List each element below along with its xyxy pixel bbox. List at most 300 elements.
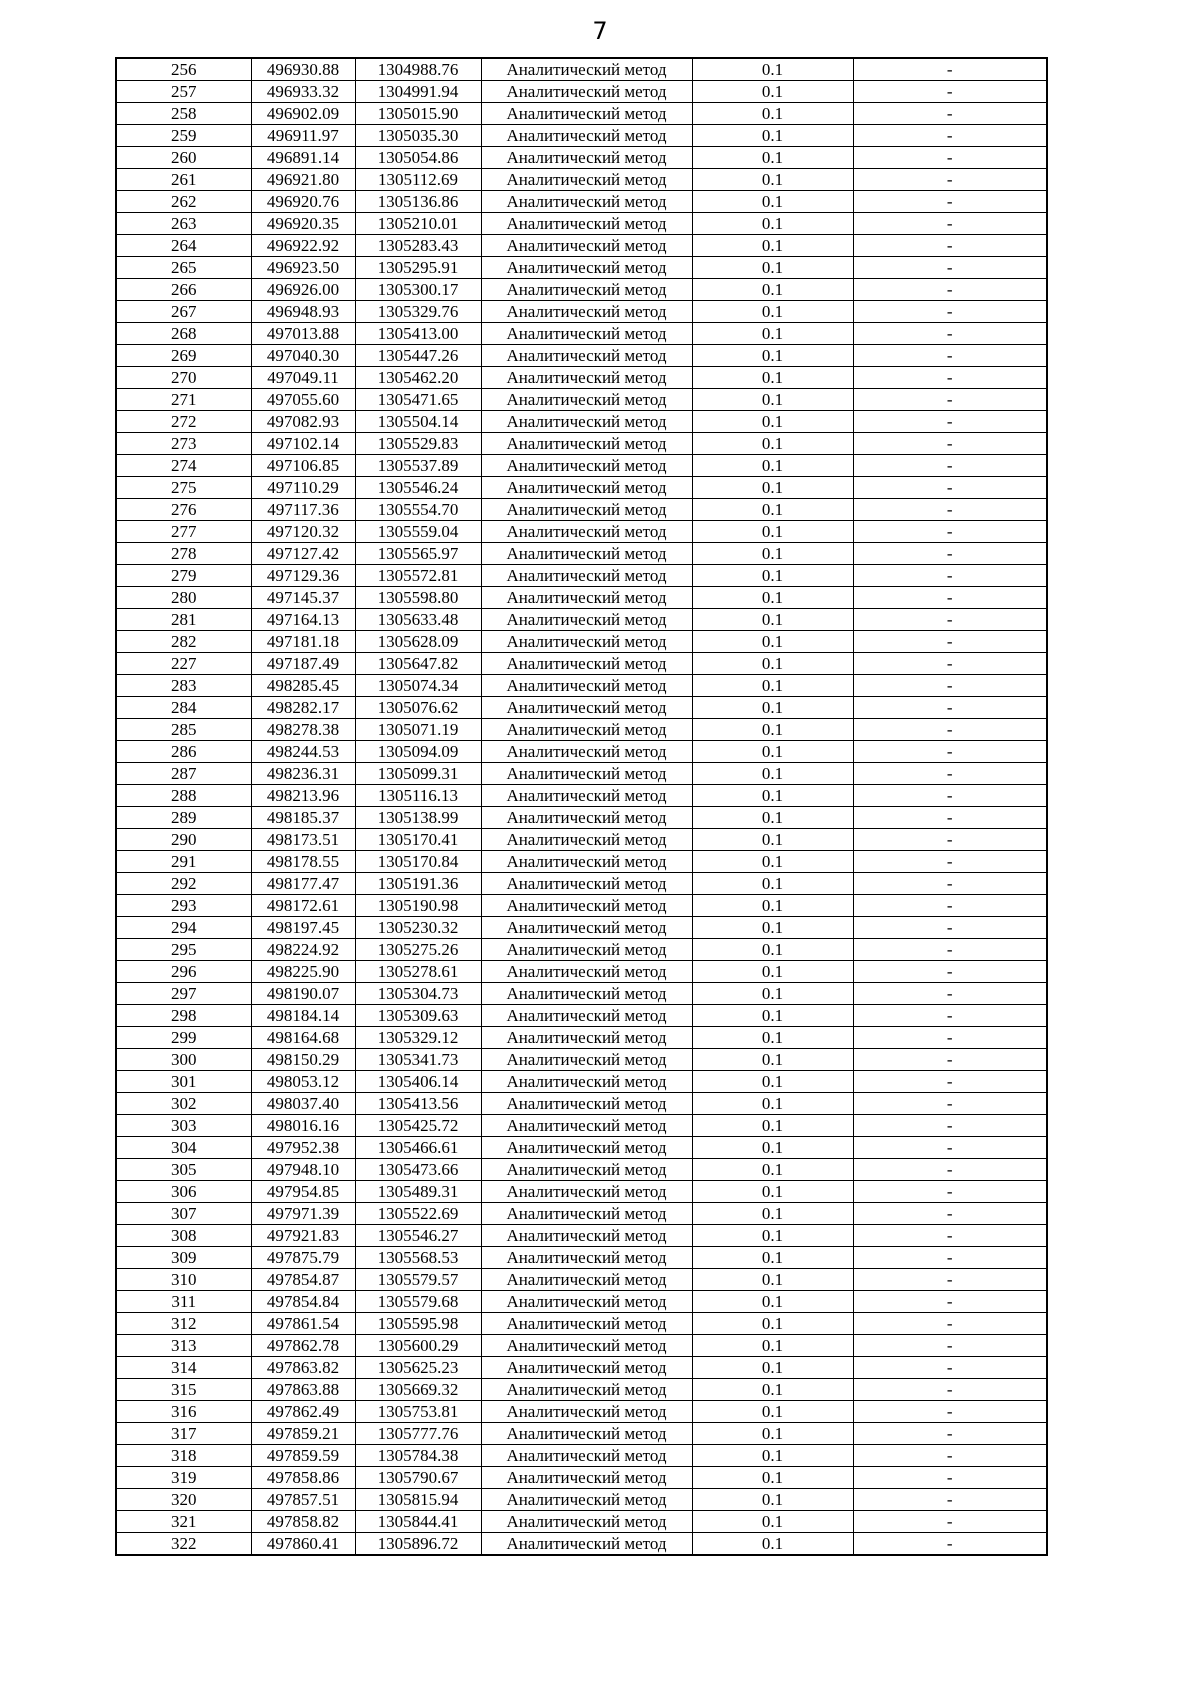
table-row [116,191,1047,213]
y-coordinate-cell: 1305529.83 [355,433,481,455]
method-cell: Аналитический метод [481,1379,692,1401]
y-coordinate-cell: 1304988.76 [355,58,481,81]
method-cell: Аналитический метод [481,433,692,455]
x-coordinate-cell: 498173.51 [251,829,355,851]
table-row [116,917,1047,939]
accuracy-cell: 0.1 [692,895,853,917]
note-cell: - [853,1489,1047,1511]
point-number-cell: 297 [116,983,251,1005]
accuracy-cell: 0.1 [692,169,853,191]
x-coordinate-cell: 498236.31 [251,763,355,785]
x-coordinate-cell: 498278.38 [251,719,355,741]
x-coordinate-cell: 498177.47 [251,873,355,895]
note-cell: - [853,367,1047,389]
method-cell: Аналитический метод [481,1247,692,1269]
x-coordinate-cell: 497875.79 [251,1247,355,1269]
y-coordinate-cell: 1305099.31 [355,763,481,785]
note-cell: - [853,235,1047,257]
point-number-cell: 299 [116,1027,251,1049]
accuracy-cell: 0.1 [692,1049,853,1071]
y-coordinate-cell: 1305230.32 [355,917,481,939]
page-number: 7 [592,17,608,45]
x-coordinate-cell: 497120.32 [251,521,355,543]
point-number-cell: 317 [116,1423,251,1445]
table-row [116,411,1047,433]
table-row [116,1093,1047,1115]
x-coordinate-cell: 498053.12 [251,1071,355,1093]
y-coordinate-cell: 1305565.97 [355,543,481,565]
x-coordinate-cell: 497082.93 [251,411,355,433]
point-number-cell: 266 [116,279,251,301]
method-cell: Аналитический метод [481,411,692,433]
x-coordinate-cell: 498016.16 [251,1115,355,1137]
y-coordinate-cell: 1305406.14 [355,1071,481,1093]
y-coordinate-cell: 1305669.32 [355,1379,481,1401]
note-cell: - [853,719,1047,741]
table-row [116,675,1047,697]
x-coordinate-cell: 497127.42 [251,543,355,565]
method-cell: Аналитический метод [481,1115,692,1137]
coordinates-table-body [116,58,1047,1555]
table-row [116,895,1047,917]
method-cell: Аналитический метод [481,697,692,719]
note-cell: - [853,565,1047,587]
table-row [116,939,1047,961]
point-number-cell: 265 [116,257,251,279]
y-coordinate-cell: 1305777.76 [355,1423,481,1445]
point-number-cell: 227 [116,653,251,675]
note-cell: - [853,389,1047,411]
point-number-cell: 311 [116,1291,251,1313]
method-cell: Аналитический метод [481,1313,692,1335]
accuracy-cell: 0.1 [692,1225,853,1247]
x-coordinate-cell: 496948.93 [251,301,355,323]
note-cell: - [853,1203,1047,1225]
method-cell: Аналитический метод [481,301,692,323]
point-number-cell: 286 [116,741,251,763]
x-coordinate-cell: 497971.39 [251,1203,355,1225]
x-coordinate-cell: 496930.88 [251,58,355,81]
note-cell: - [853,169,1047,191]
note-cell: - [853,521,1047,543]
note-cell: - [853,631,1047,653]
method-cell: Аналитический метод [481,631,692,653]
method-cell: Аналитический метод [481,499,692,521]
x-coordinate-cell: 497013.88 [251,323,355,345]
y-coordinate-cell: 1304991.94 [355,81,481,103]
y-coordinate-cell: 1305329.76 [355,301,481,323]
table-row [116,213,1047,235]
table-row [116,301,1047,323]
method-cell: Аналитический метод [481,345,692,367]
table-row [116,499,1047,521]
point-number-cell: 290 [116,829,251,851]
x-coordinate-cell: 498225.90 [251,961,355,983]
y-coordinate-cell: 1305598.80 [355,587,481,609]
accuracy-cell: 0.1 [692,609,853,631]
table-row [116,1423,1047,1445]
accuracy-cell: 0.1 [692,58,853,81]
x-coordinate-cell: 497863.82 [251,1357,355,1379]
y-coordinate-cell: 1305595.98 [355,1313,481,1335]
point-number-cell: 262 [116,191,251,213]
note-cell: - [853,499,1047,521]
y-coordinate-cell: 1305329.12 [355,1027,481,1049]
note-cell: - [853,1049,1047,1071]
y-coordinate-cell: 1305136.86 [355,191,481,213]
accuracy-cell: 0.1 [692,1203,853,1225]
table-row [116,1115,1047,1137]
accuracy-cell: 0.1 [692,851,853,873]
y-coordinate-cell: 1305304.73 [355,983,481,1005]
note-cell: - [853,1269,1047,1291]
x-coordinate-cell: 497106.85 [251,455,355,477]
note-cell: - [853,939,1047,961]
accuracy-cell: 0.1 [692,1445,853,1467]
table-row [116,81,1047,103]
method-cell: Аналитический метод [481,147,692,169]
accuracy-cell: 0.1 [692,521,853,543]
point-number-cell: 313 [116,1335,251,1357]
accuracy-cell: 0.1 [692,389,853,411]
note-cell: - [853,587,1047,609]
method-cell: Аналитический метод [481,103,692,125]
y-coordinate-cell: 1305628.09 [355,631,481,653]
y-coordinate-cell: 1305413.56 [355,1093,481,1115]
method-cell: Аналитический метод [481,1467,692,1489]
note-cell: - [853,983,1047,1005]
point-number-cell: 256 [116,58,251,81]
point-number-cell: 292 [116,873,251,895]
y-coordinate-cell: 1305559.04 [355,521,481,543]
x-coordinate-cell: 497948.10 [251,1159,355,1181]
accuracy-cell: 0.1 [692,191,853,213]
table-row [116,103,1047,125]
y-coordinate-cell: 1305191.36 [355,873,481,895]
method-cell: Аналитический метод [481,1203,692,1225]
accuracy-cell: 0.1 [692,1533,853,1556]
y-coordinate-cell: 1305035.30 [355,125,481,147]
table-row [116,763,1047,785]
table-row [116,565,1047,587]
x-coordinate-cell: 498150.29 [251,1049,355,1071]
table-row [116,1181,1047,1203]
point-number-cell: 269 [116,345,251,367]
method-cell: Аналитический метод [481,257,692,279]
point-number-cell: 261 [116,169,251,191]
method-cell: Аналитический метод [481,1511,692,1533]
y-coordinate-cell: 1305341.73 [355,1049,481,1071]
x-coordinate-cell: 497859.59 [251,1445,355,1467]
method-cell: Аналитический метод [481,675,692,697]
accuracy-cell: 0.1 [692,983,853,1005]
table-row [116,829,1047,851]
x-coordinate-cell: 497862.49 [251,1401,355,1423]
accuracy-cell: 0.1 [692,939,853,961]
y-coordinate-cell: 1305572.81 [355,565,481,587]
method-cell: Аналитический метод [481,1225,692,1247]
x-coordinate-cell: 498185.37 [251,807,355,829]
y-coordinate-cell: 1305074.34 [355,675,481,697]
table-row [116,1137,1047,1159]
y-coordinate-cell: 1305896.72 [355,1533,481,1556]
method-cell: Аналитический метод [481,1049,692,1071]
note-cell: - [853,1445,1047,1467]
table-row [116,1379,1047,1401]
method-cell: Аналитический метод [481,323,692,345]
method-cell: Аналитический метод [481,1401,692,1423]
y-coordinate-cell: 1305537.89 [355,455,481,477]
method-cell: Аналитический метод [481,1027,692,1049]
x-coordinate-cell: 497862.78 [251,1335,355,1357]
table-row [116,1203,1047,1225]
point-number-cell: 270 [116,367,251,389]
table-row [116,125,1047,147]
note-cell: - [853,1511,1047,1533]
x-coordinate-cell: 498285.45 [251,675,355,697]
x-coordinate-cell: 498197.45 [251,917,355,939]
y-coordinate-cell: 1305190.98 [355,895,481,917]
x-coordinate-cell: 496923.50 [251,257,355,279]
table-row [116,257,1047,279]
y-coordinate-cell: 1305466.61 [355,1137,481,1159]
point-number-cell: 304 [116,1137,251,1159]
method-cell: Аналитический метод [481,851,692,873]
accuracy-cell: 0.1 [692,719,853,741]
accuracy-cell: 0.1 [692,675,853,697]
method-cell: Аналитический метод [481,741,692,763]
y-coordinate-cell: 1305076.62 [355,697,481,719]
x-coordinate-cell: 497858.86 [251,1467,355,1489]
note-cell: - [853,807,1047,829]
table-row [116,323,1047,345]
x-coordinate-cell: 496922.92 [251,235,355,257]
point-number-cell: 309 [116,1247,251,1269]
x-coordinate-cell: 497040.30 [251,345,355,367]
table-row [116,477,1047,499]
x-coordinate-cell: 498178.55 [251,851,355,873]
y-coordinate-cell: 1305790.67 [355,1467,481,1489]
note-cell: - [853,675,1047,697]
note-cell: - [853,653,1047,675]
note-cell: - [853,697,1047,719]
accuracy-cell: 0.1 [692,785,853,807]
table-row [116,279,1047,301]
table-row [116,697,1047,719]
table-row [116,983,1047,1005]
y-coordinate-cell: 1305625.23 [355,1357,481,1379]
table-row [116,719,1047,741]
point-number-cell: 318 [116,1445,251,1467]
note-cell: - [853,1225,1047,1247]
y-coordinate-cell: 1305094.09 [355,741,481,763]
accuracy-cell: 0.1 [692,741,853,763]
note-cell: - [853,1291,1047,1313]
note-cell: - [853,147,1047,169]
point-number-cell: 302 [116,1093,251,1115]
method-cell: Аналитический метод [481,653,692,675]
accuracy-cell: 0.1 [692,697,853,719]
point-number-cell: 320 [116,1489,251,1511]
method-cell: Аналитический метод [481,1093,692,1115]
method-cell: Аналитический метод [481,983,692,1005]
method-cell: Аналитический метод [481,191,692,213]
point-number-cell: 280 [116,587,251,609]
x-coordinate-cell: 496902.09 [251,103,355,125]
note-cell: - [853,1423,1047,1445]
note-cell: - [853,829,1047,851]
table-row [116,1071,1047,1093]
note-cell: - [853,609,1047,631]
accuracy-cell: 0.1 [692,323,853,345]
x-coordinate-cell: 497857.51 [251,1489,355,1511]
x-coordinate-cell: 498037.40 [251,1093,355,1115]
point-number-cell: 257 [116,81,251,103]
method-cell: Аналитический метод [481,807,692,829]
point-number-cell: 312 [116,1313,251,1335]
y-coordinate-cell: 1305447.26 [355,345,481,367]
x-coordinate-cell: 497164.13 [251,609,355,631]
table-row [116,1269,1047,1291]
table-row [116,1533,1047,1556]
y-coordinate-cell: 1305054.86 [355,147,481,169]
accuracy-cell: 0.1 [692,1401,853,1423]
table-row [116,1467,1047,1489]
accuracy-cell: 0.1 [692,345,853,367]
table-row [116,455,1047,477]
accuracy-cell: 0.1 [692,1247,853,1269]
point-number-cell: 298 [116,1005,251,1027]
coordinates-table [115,57,1048,1556]
accuracy-cell: 0.1 [692,1335,853,1357]
accuracy-cell: 0.1 [692,1005,853,1027]
table-row [116,235,1047,257]
point-number-cell: 277 [116,521,251,543]
method-cell: Аналитический метод [481,169,692,191]
x-coordinate-cell: 496933.32 [251,81,355,103]
y-coordinate-cell: 1305633.48 [355,609,481,631]
y-coordinate-cell: 1305504.14 [355,411,481,433]
x-coordinate-cell: 497187.49 [251,653,355,675]
note-cell: - [853,213,1047,235]
y-coordinate-cell: 1305295.91 [355,257,481,279]
method-cell: Аналитический метод [481,521,692,543]
accuracy-cell: 0.1 [692,1071,853,1093]
y-coordinate-cell: 1305554.70 [355,499,481,521]
y-coordinate-cell: 1305522.69 [355,1203,481,1225]
point-number-cell: 285 [116,719,251,741]
y-coordinate-cell: 1305568.53 [355,1247,481,1269]
accuracy-cell: 0.1 [692,125,853,147]
x-coordinate-cell: 496926.00 [251,279,355,301]
method-cell: Аналитический метод [481,917,692,939]
accuracy-cell: 0.1 [692,279,853,301]
table-row [116,345,1047,367]
accuracy-cell: 0.1 [692,433,853,455]
note-cell: - [853,81,1047,103]
point-number-cell: 322 [116,1533,251,1556]
table-row [116,147,1047,169]
method-cell: Аналитический метод [481,1423,692,1445]
method-cell: Аналитический метод [481,961,692,983]
point-number-cell: 289 [116,807,251,829]
accuracy-cell: 0.1 [692,1115,853,1137]
note-cell: - [853,1027,1047,1049]
accuracy-cell: 0.1 [692,1093,853,1115]
table-row [116,433,1047,455]
table-row [116,1489,1047,1511]
x-coordinate-cell: 497129.36 [251,565,355,587]
point-number-cell: 307 [116,1203,251,1225]
note-cell: - [853,1533,1047,1556]
x-coordinate-cell: 498224.92 [251,939,355,961]
accuracy-cell: 0.1 [692,1159,853,1181]
table-row [116,631,1047,653]
accuracy-cell: 0.1 [692,1379,853,1401]
accuracy-cell: 0.1 [692,565,853,587]
method-cell: Аналитический метод [481,1445,692,1467]
x-coordinate-cell: 497145.37 [251,587,355,609]
note-cell: - [853,851,1047,873]
method-cell: Аналитический метод [481,609,692,631]
x-coordinate-cell: 497055.60 [251,389,355,411]
accuracy-cell: 0.1 [692,257,853,279]
x-coordinate-cell: 497854.84 [251,1291,355,1313]
y-coordinate-cell: 1305471.65 [355,389,481,411]
table-row [116,521,1047,543]
table-row [116,367,1047,389]
point-number-cell: 284 [116,697,251,719]
x-coordinate-cell: 496921.80 [251,169,355,191]
point-number-cell: 295 [116,939,251,961]
accuracy-cell: 0.1 [692,587,853,609]
note-cell: - [853,455,1047,477]
accuracy-cell: 0.1 [692,499,853,521]
note-cell: - [853,1313,1047,1335]
accuracy-cell: 0.1 [692,631,853,653]
x-coordinate-cell: 497861.54 [251,1313,355,1335]
note-cell: - [853,763,1047,785]
y-coordinate-cell: 1305278.61 [355,961,481,983]
table-row [116,1027,1047,1049]
point-number-cell: 319 [116,1467,251,1489]
y-coordinate-cell: 1305210.01 [355,213,481,235]
method-cell: Аналитический метод [481,719,692,741]
y-coordinate-cell: 1305170.84 [355,851,481,873]
note-cell: - [853,1005,1047,1027]
x-coordinate-cell: 496920.76 [251,191,355,213]
note-cell: - [853,433,1047,455]
table-row [116,169,1047,191]
x-coordinate-cell: 497049.11 [251,367,355,389]
accuracy-cell: 0.1 [692,455,853,477]
y-coordinate-cell: 1305071.19 [355,719,481,741]
accuracy-cell: 0.1 [692,653,853,675]
note-cell: - [853,741,1047,763]
point-number-cell: 273 [116,433,251,455]
note-cell: - [853,1115,1047,1137]
y-coordinate-cell: 1305116.13 [355,785,481,807]
method-cell: Аналитический метод [481,455,692,477]
method-cell: Аналитический метод [481,829,692,851]
accuracy-cell: 0.1 [692,1423,853,1445]
x-coordinate-cell: 497921.83 [251,1225,355,1247]
x-coordinate-cell: 496891.14 [251,147,355,169]
table-row [116,961,1047,983]
y-coordinate-cell: 1305600.29 [355,1335,481,1357]
method-cell: Аналитический метод [481,895,692,917]
point-number-cell: 275 [116,477,251,499]
